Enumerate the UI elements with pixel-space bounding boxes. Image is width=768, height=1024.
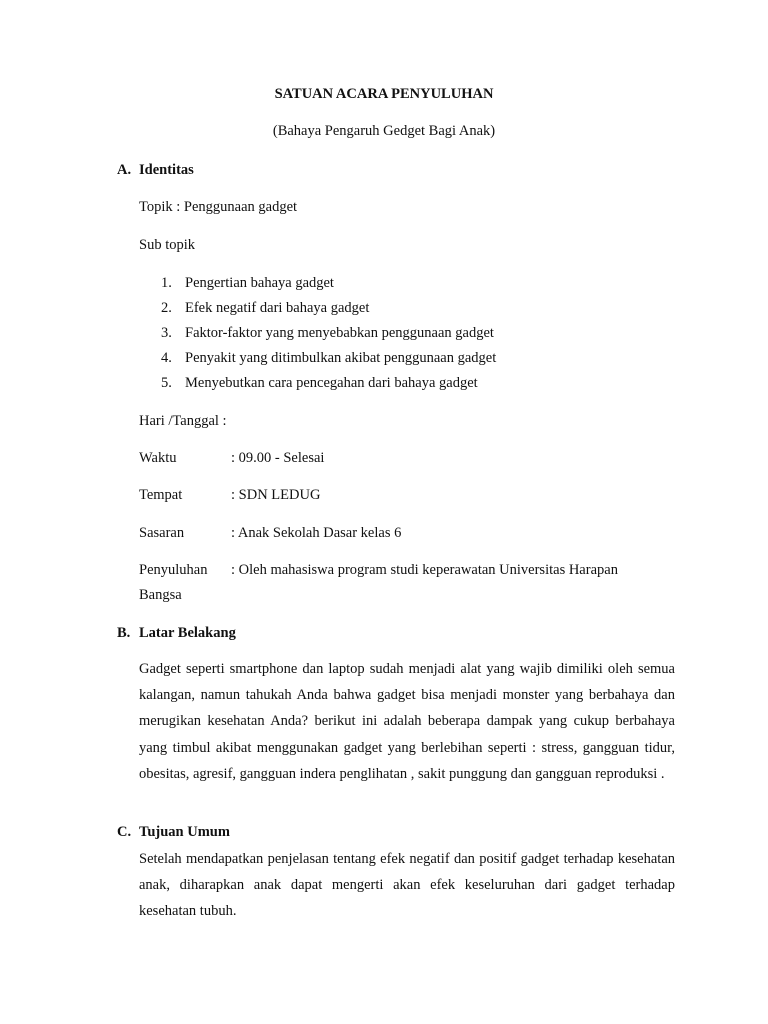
list-item-text: Menyebutkan cara pencegahan dari bahaya gadget: [185, 375, 478, 391]
list-item: [161, 375, 478, 392]
list-item: [161, 325, 494, 342]
tujuan-umum-paragraph: Setelah mendapatkan penjelasan tentang efek negatif dan positif gadget terhadap kesehatan anak, diharapkan anak dapat mengerti akan efek keseluruhan dari gadget terhadap kesehatan tubuh.: [139, 851, 675, 920]
section-b-letter: B.: [117, 625, 131, 641]
sasaran-label: Sasaran: [139, 525, 185, 541]
list-item-number: 2.: [161, 300, 172, 316]
section-a-letter: A.: [117, 162, 132, 178]
penyuluhan-value: : Oleh mahasiswa program studi keperawatan Universitas Harapan: [231, 562, 618, 578]
tempat-value: : SDN LEDUG: [231, 487, 321, 503]
list-item-number: 1.: [161, 275, 172, 291]
waktu-value: : 09.00 - Selesai: [231, 450, 325, 466]
sasaran-value: : Anak Sekolah Dasar kelas 6: [231, 525, 402, 541]
list-item: [161, 300, 369, 317]
tempat-label: Tempat: [139, 487, 183, 503]
section-b-title: Latar Belakang: [139, 625, 236, 641]
section-c-heading: [117, 824, 230, 841]
section-a-heading: [117, 162, 194, 179]
list-item-text: Pengertian bahaya gadget: [185, 275, 334, 291]
section-a-title: Identitas: [139, 162, 194, 178]
hari-tanggal-label: Hari /Tanggal :: [139, 413, 227, 429]
list-item-text: Faktor-faktor yang menyebabkan penggunaan gadget: [185, 325, 494, 341]
list-item-number: 5.: [161, 375, 172, 391]
list-item-number: 3.: [161, 325, 172, 341]
sub-topik-label: Sub topik: [139, 237, 195, 253]
section-b-heading: [117, 625, 236, 642]
list-item-text: Efek negatif dari bahaya gadget: [185, 300, 370, 316]
waktu-label: Waktu: [139, 450, 177, 466]
list-item: [161, 350, 496, 367]
section-c-title: Tujuan Umum: [139, 824, 230, 840]
topik-line: Topik : Penggunaan gadget: [139, 199, 298, 215]
penyuluhan-label: Penyuluhan: [139, 562, 208, 578]
penyuluhan-continuation: Bangsa: [139, 587, 182, 603]
list-item: [161, 275, 334, 292]
section-c-letter: C.: [117, 824, 132, 840]
list-item-text: Penyakit yang ditimbulkan akibat penggunaan gadget: [185, 350, 497, 366]
document-subtitle: (Bahaya Pengaruh Gedget Bagi Anak): [272, 123, 496, 139]
latar-belakang-paragraph: Gadget seperti smartphone dan laptop sudah menjadi alat yang wajib dimiliki oleh semua kalangan, namun tahukah Anda bahwa gadget bisa menjadi monster yang berbahaya dan merugikan kesehatan Anda? berikut ini adalah beberapa dampak yang cukup berbahaya yang timbul akibat menggunakan gadget yang berlebihan seperti : stress, gangguan tidur, obesitas, agresif, gangguan indera penglihatan , sakit punggung dan gangguan reproduksi .: [139, 661, 675, 782]
document-title: SATUAN ACARA PENYULUHAN: [274, 86, 494, 102]
list-item-number: 4.: [161, 350, 172, 366]
